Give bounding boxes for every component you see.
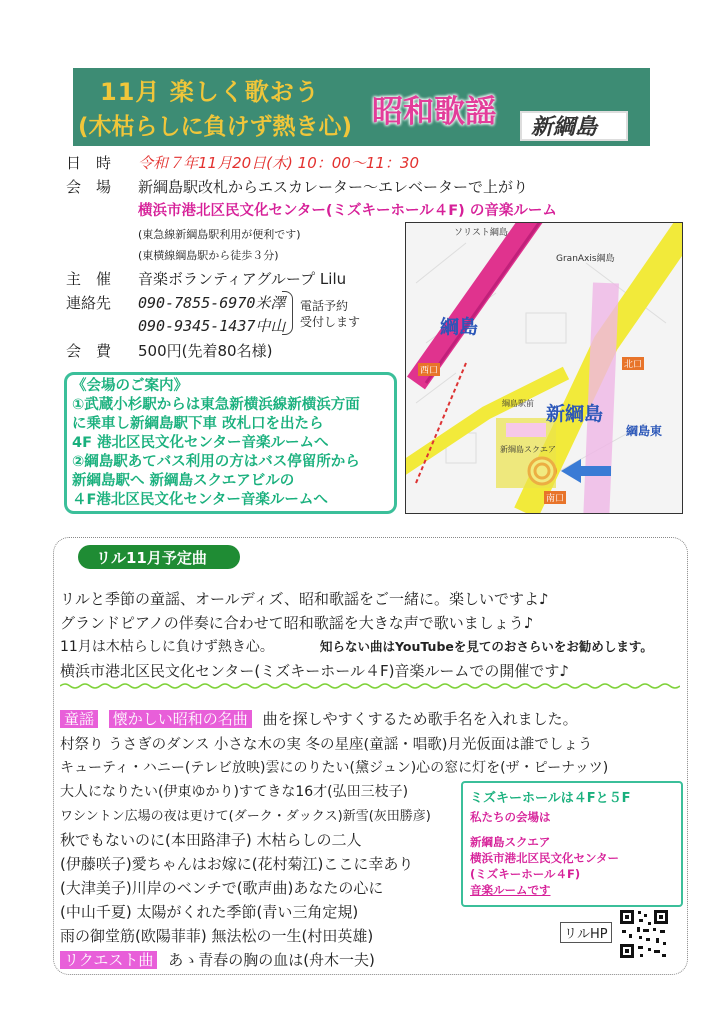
- venue-line1: 新綱島駅改札からエスカレーター～エレベーターで上がり: [138, 178, 529, 196]
- fee-label: 会 費: [66, 342, 112, 360]
- area-map: [405, 222, 683, 514]
- phone1: 090-7855-6970米澤: [138, 294, 286, 312]
- mizuki-line5: (ミズキーホール４F): [470, 867, 581, 881]
- access-note2: (東横線綱島駅から徒歩３分): [138, 249, 279, 262]
- phone-brace: [282, 291, 293, 335]
- tag-note: 曲を探しやすくするため歌手名を入れました。: [262, 710, 578, 728]
- mizuki-line3: 新綱島スクエア: [470, 835, 551, 849]
- map-label-shintsunashima: 新綱島: [546, 403, 604, 425]
- category-title: 昭和歌謡: [372, 94, 496, 130]
- song-line: 雨の御堂筋(欧陽菲菲) 無法松の一生(村田英雄): [60, 927, 374, 945]
- venue-line2: 横浜市港北区民文化センター(ミズキーホール４F) の音楽ルーム: [138, 203, 557, 219]
- song-line: 村祭り うさぎのダンス 小さな木の実 冬の星座(童謡・唱歌)月光仮面は誰でしょう: [60, 737, 593, 753]
- venue-label: 会 場: [66, 178, 112, 196]
- map-graphic: [406, 223, 682, 513]
- banner-title-line2: (木枯らしに負けず熱き心): [78, 114, 353, 140]
- song-line: 秋でもないのに(本田路津子) 木枯らしの二人: [60, 831, 362, 849]
- youtube-note: 知らない曲はYouTubeを見てのおさらいをお勧めします。: [320, 639, 653, 654]
- song-line: (大津美子)川岸のベンチで(歌声曲)あなたの心に: [60, 879, 384, 897]
- organizer-value: 音楽ボランティアグループ Lilu: [138, 270, 347, 288]
- mizuki-line2: 私たちの会場は: [470, 810, 551, 824]
- map-label-tsunashima: 綱島: [440, 316, 479, 338]
- tag-natsukashii: 懐かしい昭和の名曲: [109, 710, 252, 728]
- organizer-label: 主 催: [66, 270, 112, 288]
- phone-note2: 受付します: [300, 315, 361, 329]
- map-label-station: 綱島駅前: [502, 399, 534, 408]
- contact-label: 連絡先: [66, 294, 112, 312]
- map-label-higashi: 綱島東: [626, 424, 663, 438]
- date-value: 令和７年11月20日(木) 10：00～11：30: [138, 154, 419, 172]
- access-note1: (東急線新綱島駅利用が便利です): [138, 228, 301, 241]
- song-line: 大人になりたい(伊東ゆかり)すてきな16才(弘田三枝子): [60, 784, 409, 800]
- request-row: [60, 949, 375, 970]
- guide-line: ①武蔵小杉駅からは東急新横浜線新横浜方面: [72, 397, 360, 413]
- guide-line: ②綱島駅あてバス利用の方はバス停留所から: [72, 454, 360, 470]
- program-badge-label: リル11月予定曲: [96, 549, 207, 567]
- intro-line: 11月は木枯らしに負けず熱き心。: [60, 639, 274, 655]
- song-line: ワシントン広場の夜は更けて(ダーク・ダックス)新雪(灰田勝彦): [60, 809, 431, 824]
- song-line: キューティ・ハニー(テレビ放映)雲にのりたい(黛ジュン)心の窓に灯を(ザ・ピーナッツ): [60, 760, 609, 776]
- intro-line: グランドピアノの伴奏に合わせて昭和歌謡を大きな声で歌いましょう♪: [60, 614, 534, 632]
- wavy-divider: [60, 682, 680, 690]
- venue-tag: 新綱島: [531, 115, 598, 140]
- map-label-sorist: ソリスト綱島: [454, 228, 508, 238]
- map-label-south: 南口: [546, 494, 565, 504]
- request-song: あゝ青春の胸の血は(舟木一夫): [168, 951, 375, 969]
- mizuki-line6: 音楽ルームです: [470, 883, 551, 897]
- tag-request: リクエスト曲: [60, 951, 157, 969]
- mizuki-line4: 横浜市港北区民文化センター: [470, 851, 620, 865]
- guide-line: 4F 港北区民文化センター音楽ルームへ: [72, 435, 329, 451]
- qr-code-icon[interactable]: [618, 908, 670, 960]
- song-line: (伊藤咲子)愛ちゃんはお嫁に(花村菊江)ここに幸あり: [60, 855, 414, 873]
- phone-note1: 電話予約: [300, 299, 349, 313]
- hp-label: リルHP: [560, 922, 612, 943]
- map-label-north: 北口: [624, 360, 643, 370]
- intro-line: 横浜市港北区民文化センター(ミズキーホール４F)音楽ルームでの開催です♪: [60, 662, 570, 680]
- tag-douyou: 童謡: [60, 710, 98, 728]
- map-label-granaxis: GranAxis綱島: [556, 254, 615, 264]
- phone2: 090-9345-1437中山: [138, 317, 286, 335]
- guide-line: に乗車し新綱島駅下車 改札口を出たら: [72, 416, 324, 432]
- mizuki-line1: ミズキーホールは４Fと５F: [470, 791, 631, 806]
- map-label-square: 新綱島スクエア: [500, 445, 556, 454]
- banner-title-line1: 11月 楽しく歌おう: [100, 78, 320, 106]
- guide-title: 《会場のご案内》: [72, 378, 188, 394]
- map-label-west: 西口: [420, 366, 439, 376]
- guide-line: ４F港北区民文化センター音楽ルームへ: [72, 492, 328, 508]
- guide-line: 新綱島駅へ 新綱島スクエアビルの: [72, 473, 295, 489]
- fee-value: 500円(先着80名様): [138, 342, 273, 360]
- song-tags-row: [60, 708, 578, 729]
- date-label: 日 時: [66, 154, 112, 172]
- song-line: (中山千夏) 太陽がくれた季節(青い三角定規): [60, 903, 359, 921]
- intro-line: リルと季節の童謡、オールディズ、昭和歌謡をご一緒に。楽しいですよ♪: [60, 590, 549, 608]
